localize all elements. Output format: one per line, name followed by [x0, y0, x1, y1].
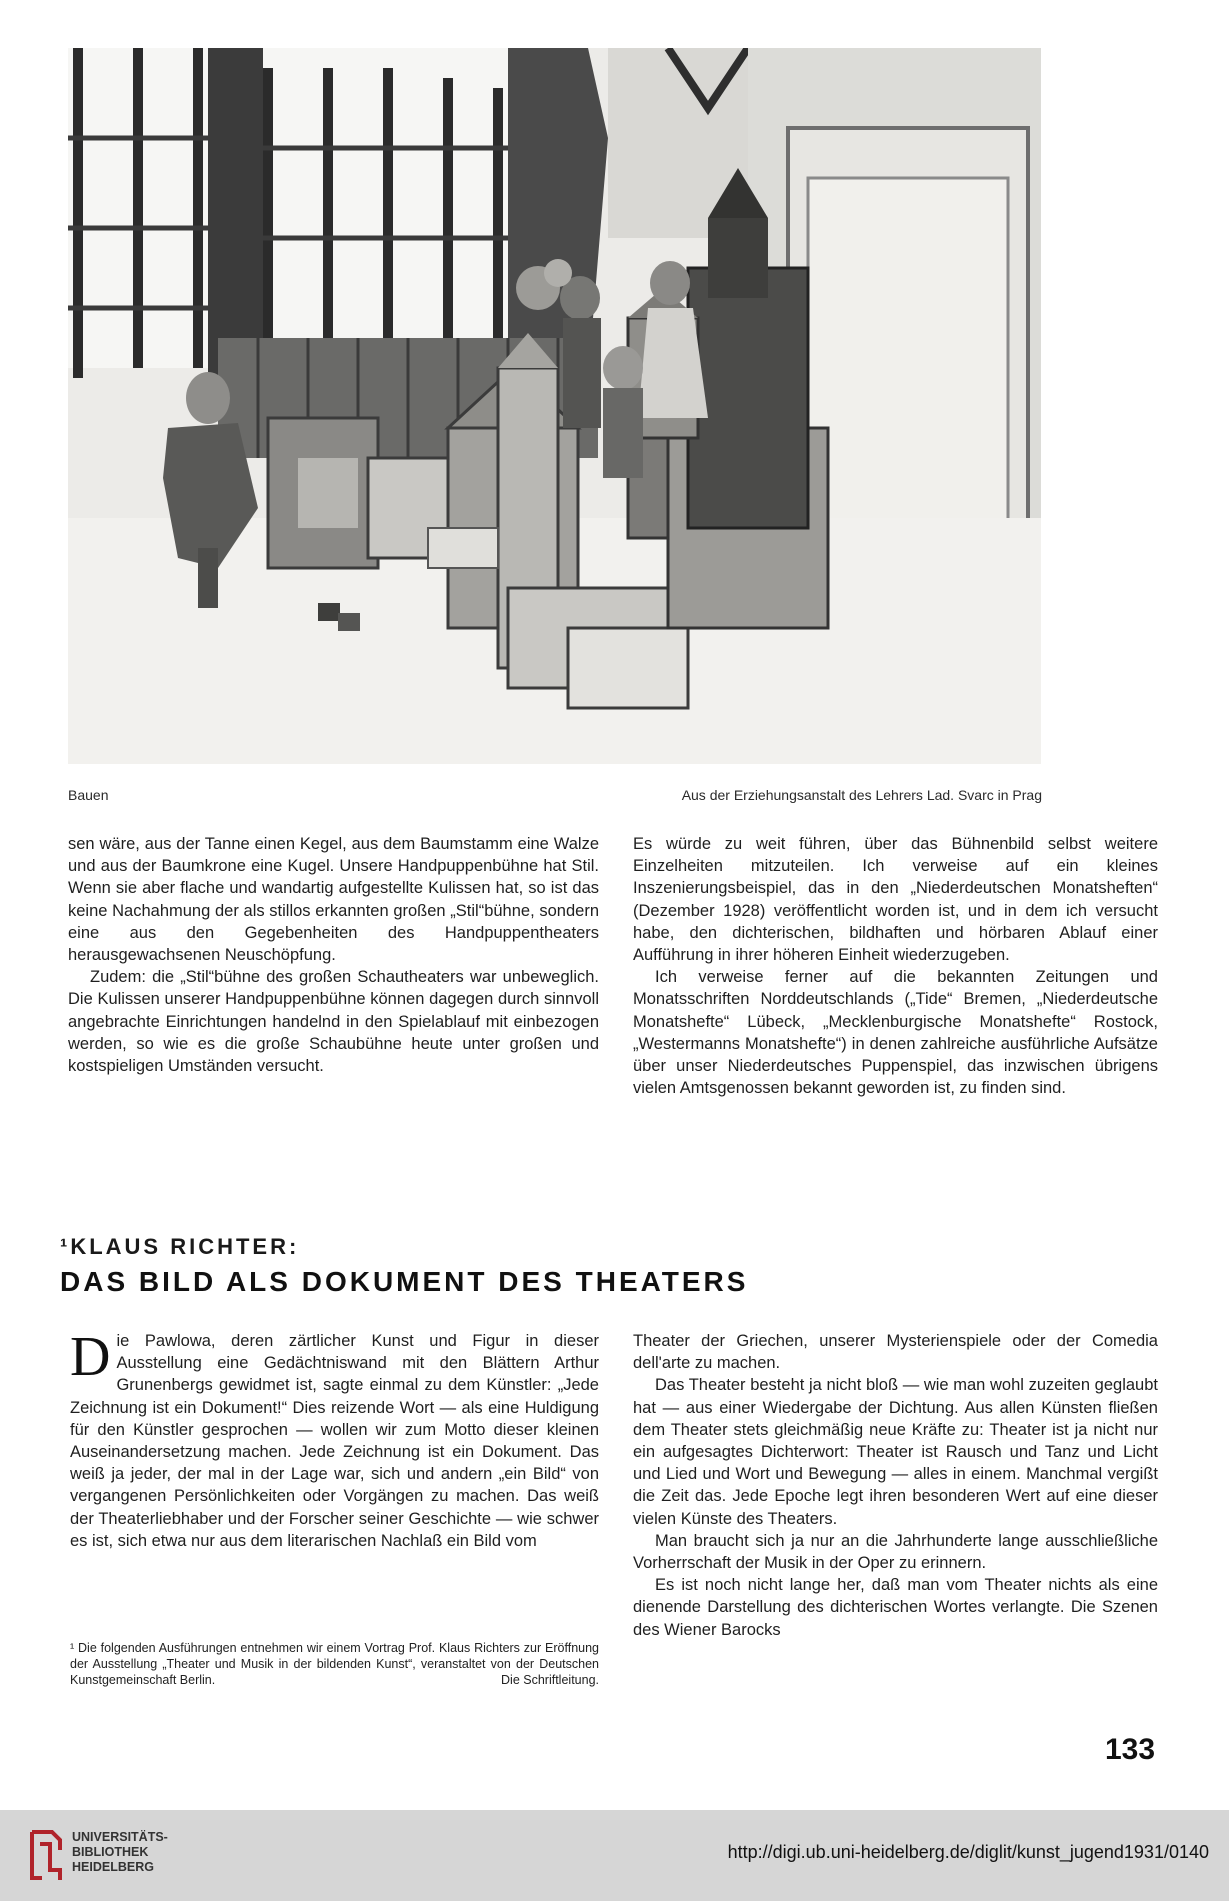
photo-caption-credit: Aus der Erziehungsanstalt des Lehrers Lad. Svarc in Prag	[681, 787, 1042, 803]
library-name-line: BIBLIOTHEK	[72, 1845, 149, 1859]
article-title: DAS BILD ALS DOKUMENT DES THEATERS	[60, 1266, 749, 1297]
paragraph: Man braucht sich ja nur an die Jahrhunderte lange ausschließliche Vorherrschaft der Musik in der Oper zu erinnern.	[633, 1531, 1158, 1573]
paragraph: Zudem: die „Stil“bühne des großen Schautheaters war unbeweglich. Die Kulissen unserer Handpuppenbühne können dagegen durch sinnvoll angebrachte Einrichtungen handelnd in den Spielablauf mit einbezogen werden, so wie es die große Schaubühne heute unter großen und kostspieligen Umständen versucht.	[68, 968, 599, 1076]
library-name-line: HEIDELBERG	[72, 1860, 154, 1874]
paragraph: Das Theater besteht ja nicht bloß — wie man wohl zuzeiten geglaubt hat — aus einer Wiedergabe der Dichtung. Aus allen Künsten fließen dem Theater stets gleichmäßig neue Kräfte zu: Theater ist ja nicht nur ein aufgesagtes Dichterwort: Theater ist Rausch und Tanz und Licht und Lied und Wort und Bewegung — alles in einem. Manchmal vergißt die Zeit das. Jede Epoche legt ihren besonderen Wert auf eine dieser vielen Künste des Theaters.	[633, 1376, 1158, 1528]
university-library-logo-icon[interactable]	[26, 1824, 66, 1886]
photograph-children-building	[68, 48, 1041, 764]
paragraph: Theater der Griechen, unserer Mysterienspiele oder der Comedia dell'arte zu machen.	[633, 1332, 1158, 1373]
footnote-text: ¹ Die folgenden Ausführungen entnehmen wir einem Vortrag Prof. Klaus Richters zur Eröffnung der Ausstellung „Theater und Musik in der bildenden Kunst“, veranstaltet von der Deutschen Kunstgemeinschaft Berlin.	[70, 1641, 599, 1687]
footnote	[70, 1640, 599, 1688]
paragraph: Es ist noch nicht lange her, daß man vom Theater nichts als eine dienende Darstellung des dichterischen Wortes verlangte. Die Szenen des Wiener Barocks	[633, 1576, 1158, 1639]
article-author: ¹KLAUS RICHTER:	[60, 1234, 300, 1259]
digitization-footer	[0, 1810, 1229, 1901]
text-column-2	[633, 833, 1158, 1099]
paragraph: Es würde zu weit führen, über das Bühnenbild selbst weitere Einzelheiten mitzuteilen. Ich verweise auf ein kleines Inszenierungsbeispiel, das in den „Niederdeutschen Monatsheften“ (Dezember 1928) veröffentlicht worden ist, und in dem ich versucht habe, den dichterischen, bildhaften und hörbaren Ablauf einer Aufführung in ihrer höheren Einheit wiederzugeben.	[633, 835, 1158, 965]
drop-cap: D	[70, 1326, 111, 1388]
page-number: 133	[1105, 1733, 1156, 1766]
library-name-line: UNIVERSITÄTS-	[72, 1830, 168, 1844]
photo-caption-left: Bauen	[68, 787, 109, 803]
paragraph: Ich verweise ferner auf die bekannten Zeitungen und Monatsschriften Norddeutschlands („Tide“ Bremen, „Niederdeutsche Monatshefte“ Lübeck, „Mecklenburgische Monatshefte“ Rostock, „Westermanns Monatshefte“) in denen zahlreiche ausführliche Aufsätze über unser Niederdeutsches Puppenspiel, das inzwischen übrigens vielen Amtsgenossen bekannt geworden ist, zu finden sind.	[633, 968, 1158, 1098]
photo-illustration	[68, 48, 1041, 764]
paragraph: sen wäre, aus der Tanne einen Kegel, aus dem Baumstamm eine Walze und aus der Baumkrone eine Kugel. Unsere Handpuppenbühne hat Stil. Wenn sie aber flache und wandartig aufgestellte Kulissen hat, so ist das keine Nachahmung der als stillos erkannten großen „Stil“bühne, sondern eine aus den Gegebenheiten des Handpuppentheaters herausgewachsenen Neuschöpfung.	[68, 835, 599, 965]
text-column-1	[68, 833, 599, 1077]
text-column-4	[633, 1330, 1158, 1641]
library-name	[72, 1830, 168, 1875]
paragraph-text: ie Pawlowa, deren zärtlicher Kunst und Figur in dieser Ausstellung eine Gedächtniswand mit den Blättern Arthur Grunenbergs gewidmet ist, sagte einmal zu dem Künstler: „Jede Zeichnung ist ein Dokument!“ Dies reizende Wort — als eine Huldigung für den Künstler gesprochen — wollen wir zum Motto dieser kleinen Auseinandersetzung machen. Jede Zeichnung ist ein Dokument. Das weiß ja jeder, der mal in der Lage war, sich und andern „ein Bild“ von vergangenen Persönlichkeiten oder Vorgängen zu machen. Das weiß der Theaterliebhaber und der Forscher seiner Geschichte — wie schwer es ist, sich etwa nur aus dem literarischen Nachlaß ein Bild vom	[70, 1332, 599, 1550]
text-column-3	[70, 1326, 599, 1552]
source-url-link[interactable]: http://digi.ub.uni-heidelberg.de/diglit/kunst_jugend1931/0140	[727, 1842, 1209, 1862]
footnote-signature: Die Schriftleitung.	[501, 1673, 599, 1687]
paragraph-with-dropcap	[70, 1326, 599, 1552]
